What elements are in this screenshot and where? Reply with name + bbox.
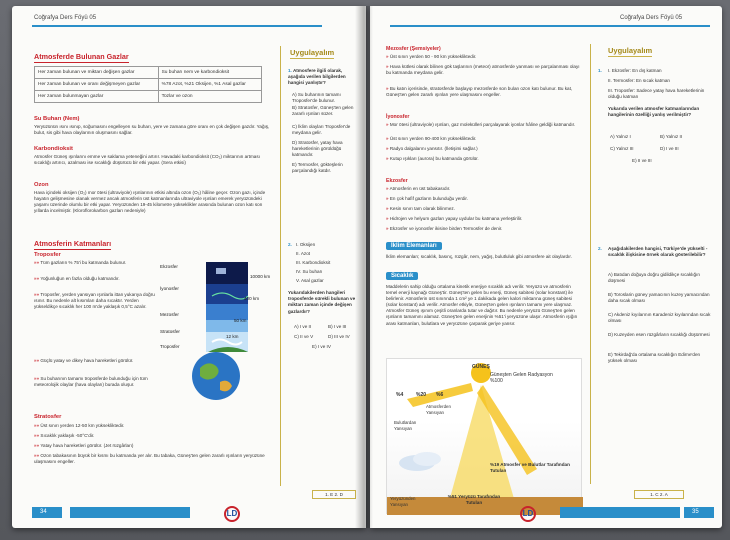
list-item: »» Üst sınırı yerden 12-50 km yüksekliktedir. bbox=[34, 423, 125, 428]
bullet-text: Üst sınırı yerden 12-50 km yüksekliktedir. bbox=[40, 423, 125, 428]
bullet-text: Kutup ışıkları (aurora) bu katmanda görülür. bbox=[389, 156, 479, 161]
pct-label: %20 bbox=[416, 392, 427, 398]
bullet-text: Sıcaklık yaklaşık -50°C'dir. bbox=[40, 433, 95, 438]
su-buhari-text: Yeryüzünün ısını ısınıp, soğumasını engelleyen su buharı, yere ve zamana göre oranı en çok değişen gazdır. Yağış, bulut, sis gibi hava olaylarının oluşmasını sağlar. bbox=[34, 124, 270, 136]
bullet-text: Yoğunluğun en fazla olduğu katmandır. bbox=[40, 276, 120, 281]
list-item: III. Karbondioksit bbox=[296, 260, 331, 265]
karbondioksit-text: Atmosfer Güneş ışınlarını emme ve saklama yeteneğini artırır. Havadaki karbondioksit (CO₂) miktarının artması sıcaklığı artırıcı, azalması ise sıcaklığı düşürücü bir etki yapar. (Sera etkisi) bbox=[34, 154, 260, 166]
section-title-gases: Atmosferde Bulunan Gazlar bbox=[34, 52, 129, 61]
list-item: II. Termosfer: En sıcak katman bbox=[608, 78, 670, 83]
altitude-label: 10000 km bbox=[250, 274, 271, 279]
question-1: 1. bbox=[598, 68, 602, 73]
gas-table bbox=[34, 66, 262, 103]
bullet-text: Atmosferin en üst tabakasıdır. bbox=[389, 186, 451, 191]
option[interactable]: E) I ve IV bbox=[312, 344, 331, 349]
stratosfer-title: Stratosfer bbox=[34, 414, 62, 420]
section-title-layers: Atmosferin Katmanları bbox=[34, 239, 112, 248]
option[interactable]: C) İklim olayları Troposfer'de meydana gelir. bbox=[292, 124, 351, 136]
list-item: IV. Su buharı bbox=[296, 269, 323, 274]
bullet-text: Radyo dalgalarını yansıtır. (İletişimi sağlar.) bbox=[389, 146, 478, 151]
table-cell: Her zaman bulunan ve miktarı değişen gazlar bbox=[35, 67, 159, 79]
list-item: » Kutup ışıkları (aurora) bu katmanda görülür. bbox=[386, 156, 479, 161]
list-item: » Radyo dalgalarını yansıtır. (İletişimi sağlar.) bbox=[386, 146, 478, 151]
option[interactable]: D) Stratosfer, yatay hava hareketlerinin görüldüğü katmandır. bbox=[292, 140, 343, 158]
answer-key: 1. C 2. A bbox=[634, 490, 684, 499]
diagram-label: %51 Yeryüzü Tarafından Tutulan bbox=[447, 494, 501, 506]
table-cell: Tozlar ve ozon bbox=[158, 91, 261, 103]
mezosfer-title: Mezosfer (Şemsiyeler) bbox=[386, 46, 441, 52]
option[interactable]: B) Stratosfer, Güneş'ten gelen zararlı ışınları süzer. bbox=[292, 105, 354, 117]
sun-label: GÜNEŞ bbox=[472, 364, 490, 370]
option[interactable]: A) I ve II bbox=[294, 324, 312, 329]
list-item: » Hava kütlesi olarak bilinen gök taşlarının (meteor) atmosferde yanması ve parçalanması olayı bu katmanda meydana gelir. bbox=[386, 64, 580, 75]
list-item: » Atmosferin en üst tabakasıdır. bbox=[386, 186, 451, 191]
exercise-title: Uygulayalım bbox=[608, 46, 653, 55]
altitude-label: 12 km bbox=[226, 334, 239, 339]
footer-rule bbox=[560, 507, 680, 518]
header-rule bbox=[32, 25, 322, 27]
question-text: Yukarıdakilerden hangileri troposferde sürekli bulunan ve miktarı zaman içinde değişen gazlardır? bbox=[288, 290, 356, 314]
option[interactable]: A) Yalnız I bbox=[610, 134, 631, 139]
option[interactable]: D) I ve III bbox=[660, 146, 679, 151]
diagram-label: Bulutlardan Yansıyan bbox=[394, 420, 417, 432]
option[interactable]: D) Kuzeyden esen rüzgârların sıcaklığı düşürmesi bbox=[608, 332, 710, 337]
diagram-label: %19 Atmosfer ve Bulutlar Tarafından Tutulan bbox=[490, 462, 570, 474]
table-row bbox=[35, 67, 262, 79]
bullet-text: Yatay hava hareketleri görülür. (Jet rüzgârları) bbox=[40, 443, 134, 448]
list-item: V. Asal gazlar bbox=[296, 278, 324, 283]
list-item: » Ekzosfer ve iyonosfer ikisine birden Termosfer de denir. bbox=[386, 226, 503, 231]
bullet-text: Kesin sınırı tam olarak bilinmez. bbox=[389, 206, 455, 211]
table-row bbox=[35, 79, 262, 91]
option[interactable]: D) III ve IV bbox=[328, 334, 350, 339]
bullet-text: Hidrojen ve helyum gazları yapay uydular bu katmana yerleştirilir. bbox=[389, 216, 523, 221]
table-cell: Her zaman bulunmayan gazlar bbox=[35, 91, 159, 103]
page-header: Coğrafya Ders Föyü 05 bbox=[620, 15, 683, 21]
list-item: » Kesin sınırı tam olarak bilinmez. bbox=[386, 206, 455, 211]
list-item: » Mor ötesi (ultraviyole) ışınları, gaz molekülleri parçalayarak iyonlar hâline geldiği katmandır. bbox=[386, 122, 576, 127]
bullet-text: Üst sınırı yerden 90-400 km yüksekliktedir. bbox=[389, 136, 477, 141]
exercise-column bbox=[590, 44, 591, 484]
altitude-label: 50 km bbox=[234, 318, 247, 323]
left-page bbox=[12, 6, 366, 528]
troposfer-title: Troposfer bbox=[34, 252, 61, 258]
bullet-text: Tüm gazların % 75'i bu katmanda bulunur. bbox=[40, 260, 127, 265]
altitude-label: 400 km bbox=[244, 296, 260, 301]
page-header: Coğrafya Ders Föyü 05 bbox=[34, 15, 97, 21]
table-row bbox=[35, 91, 262, 103]
question-2: 2. bbox=[598, 246, 602, 251]
pct-label: %4 bbox=[396, 392, 404, 398]
list-item: » Hidrojen ve helyum gazları yapay uydular bu katmana yerleştirilir. bbox=[386, 216, 523, 221]
list-item: »» Sıcaklık yaklaşık -50°C'dir. bbox=[34, 433, 95, 438]
book-spine bbox=[355, 6, 373, 528]
list-item: I. Oksijen bbox=[296, 242, 316, 247]
option[interactable]: E) Termosfer, gökteşlerin parçalandığı katdır. bbox=[292, 162, 343, 174]
bullet-text: Troposfer, yerden yansıyan ışınlarla ittan yukarıya doğru ısınır. Bu nedenle alt kısımları daha sıcaktır. Yerden yükseldikçe sıcaklık her 100 m'de yaklaşık 0,5°C azalır. bbox=[34, 292, 155, 309]
bullet-text: Su buharının tamamı troposferde bulunduğu için tüm meteorolojik olaylar (hava olayları) burada oluşur. bbox=[34, 376, 148, 387]
question-text: Aşağıdakilerden hangisi, Türkiye'de yükselti - sıcaklık ilişkisine örnek olarak gösterilebilir? bbox=[608, 246, 708, 258]
pct-label: %6 bbox=[436, 392, 444, 398]
question-text: Atmosfere ilgili olarak, aşağıda verilen bilgilerden hangisi yanlıştır? bbox=[288, 68, 346, 86]
bullet-text: Üst sınırı yerden 50 - 90 km yüksekliktedir. bbox=[389, 54, 477, 59]
bullet-text: Hava kütlesi olarak bilinen gök taşlarının (meteor) atmosferde yanması ve parçalanması olayı bu katmanda meydana gelir. bbox=[386, 64, 580, 75]
list-item: » Bu katın içerisinde, stratosferde başlayıp mezosferde son bulan ozon katı bulunur. Bu kat, Güneş'ten gelen zararlı ışınları yere ulaşmasını engeller. bbox=[386, 86, 573, 97]
diagram-label: Yeryüzünden Yansıyan bbox=[390, 496, 416, 508]
page-number: 34 bbox=[32, 507, 62, 518]
earth-globe-icon bbox=[190, 346, 242, 406]
list-item: »» Yatay hava hareketleri görülür. (Jet rüzgârları) bbox=[34, 443, 134, 448]
su-buhari-title: Su Buharı (Nem) bbox=[34, 116, 80, 122]
radiation-title: Güneşten Gelen Radyasyon %100 bbox=[490, 372, 553, 385]
option[interactable]: C) Yalnız III bbox=[610, 146, 634, 151]
header-rule bbox=[390, 25, 710, 27]
bullet-text: Mor ötesi (ultraviyole) ışınları, gaz molekülleri parçalayarak iyonlar hâline geldiği katmandır. bbox=[389, 122, 576, 127]
bullet-text: Bu katın içerisinde, stratosferde başlayıp mezosferde son bulan ozon katı bulunur. Bu kat, Güneş'ten gelen zararlı ışınları yere ulaşmasını engeller. bbox=[386, 86, 573, 97]
bullet-text: Güçlü yatay ve dikey hava hareketleri görülür. bbox=[40, 358, 134, 363]
exercise-title: Uygulayalım bbox=[290, 48, 335, 57]
iklim-title: İklim Elemanları bbox=[386, 242, 442, 250]
list-item: » Üst sınırı yerden 50 - 90 km yüksekliktedir. bbox=[386, 54, 477, 59]
list-item: » En çok hafif gazların bulunduğu yerdir. bbox=[386, 196, 468, 201]
option[interactable]: B) Yalnız II bbox=[660, 134, 683, 139]
layer-label: Ekzosfer bbox=[160, 264, 178, 269]
ekzosfer-title: Ekzosfer bbox=[386, 178, 408, 184]
iyonosfer-title: İyonosfer bbox=[386, 114, 410, 120]
table-cell: %78 Azot, %21 Oksijen, %1 Asal gazlar bbox=[158, 79, 261, 91]
option[interactable]: C) Akdeniz kıyılarının Karadeniz kıyılarından sıcak olması bbox=[608, 312, 711, 324]
option[interactable]: B) Toroslarin güney yamacının kuzey yamacından daha sıcak olması bbox=[608, 292, 710, 304]
diagram-label: Atmosferden Yansıyan bbox=[426, 404, 451, 416]
bullet-text: En çok hafif gazların bulunduğu yerdir. bbox=[389, 196, 468, 201]
list-item: I. Ekzosfer: En dış katman bbox=[608, 68, 662, 73]
ozon-text: Hava içindeki oksijen (O₂) mor ötesi (ultraviyole) ışınlarının etkisi altında ozon (O₃) hâline geçer. Ozon gazı, içinde hayatın gelişmesine olanak vermez ancak atmosferin üst katmanlarında ultraviyole ışınları emerek yeryüzündeki yaşamı üzerinde olumlu bir etki yapar. Yeryüzünden 19-45 kilometre yükseklikler arasında bulunan ozon katı son yıllarda incelmiştir. (Kloroflorokarbon gazları nedeniyle) bbox=[34, 190, 266, 214]
question-2: 2. bbox=[288, 242, 292, 247]
bullet-text: Ozon tabakasının büyük bir kısmı bu katmanda yer alır. Bu tabaka, Güneş'ten gelen zararlı ışınların yeryüzüne ulaşmasını engeller. bbox=[34, 453, 265, 464]
option[interactable]: C) II ve V bbox=[294, 334, 314, 339]
question-1: 1. Atmosfere ilgili olarak, aşağıda verilen bilgilerden hangisi yanlıştır? bbox=[288, 68, 346, 86]
list-item: »» Su buharının tamamı troposferde bulunduğu için tüm meteorolojik olaylar (hava olayları) burada oluşur. bbox=[34, 376, 148, 387]
iklim-text: İklim elemanları; sıcaklık, basınç, rüzgâr, nem, yağış, bulutluluk gibi atmosfere ait olaylardır. bbox=[386, 254, 572, 259]
list-item: »» Ozon tabakasının büyük bir kısmı bu katmanda yer alır. Bu tabaka, Güneş'ten gelen zararlı ışınların yeryüzüne ulaşmasını engeller. bbox=[34, 453, 265, 464]
option[interactable]: E) II ve III bbox=[632, 158, 652, 163]
option[interactable]: A) Batıdan doğuya doğru gidildikçe sıcaklığın düşmesi bbox=[608, 272, 700, 284]
layer-label: İyonosfer bbox=[160, 286, 179, 291]
sicaklik-title: Sıcaklık bbox=[386, 272, 418, 280]
publisher-logo-icon: LD bbox=[520, 506, 536, 522]
layer-label: Stratosfer bbox=[160, 329, 180, 334]
option[interactable]: B) I ve III bbox=[328, 324, 347, 329]
list-item: »» Troposfer, yerden yansıyan ışınlarla ittan yukarıya doğru ısınır. Bu nedenle alt kısımları daha sıcaktır. Yerden yükseldikçe sıcaklık her 100 m'de yaklaşık 0,5°C azalır. bbox=[34, 292, 155, 309]
layer-label: Troposfer bbox=[160, 344, 180, 349]
table-cell: Su buharı nem ve karbondioksit bbox=[158, 67, 261, 79]
list-item: II. Azot bbox=[296, 251, 311, 256]
footer-rule bbox=[70, 507, 190, 518]
layer-label: Mezosfer bbox=[160, 312, 179, 317]
page-number: 35 bbox=[684, 507, 714, 518]
ozon-title: Ozon bbox=[34, 182, 49, 188]
list-item: »» Güçlü yatay ve dikey hava hareketleri görülür. bbox=[34, 358, 134, 363]
question-text: Yukarıda verilen atmosfer katmanlarından hangilerinin özelliği yanlış verilmiştir? bbox=[608, 106, 700, 118]
bullet-text: Ekzosfer ve iyonosfer ikisine birden Termosfer de denir. bbox=[389, 226, 503, 231]
publisher-logo-icon: LD bbox=[224, 506, 240, 522]
table-cell: Her zaman bulunan ve oranı değişmeyen gazlar bbox=[35, 79, 159, 91]
right-page bbox=[370, 6, 722, 528]
list-item: »» Tüm gazların % 75'i bu katmanda bulunur. bbox=[34, 260, 127, 265]
option[interactable]: A) Su buharının tamamı Troposfer'de bulunur. bbox=[292, 92, 341, 104]
sicaklik-text: Maddelerin sahip olduğu ortalama kinetik enerjiye sıcaklık adı verilir. Yeryüzü ve atmosferin temel enerji kaynağı Güneş'tir. Güneş'ten gelen bu enerji, Güneş sabitesi (solar konstant) ile belirlenir. Atmosferin üst sınırında 1 cm² ye 1 dakikada gelen kalori miktarına güneş sabitesi (solar konstant) adı verilir. Atmosfer etkiyle, Güneş'ten gelen ışınların tamamı yere ulaşmaz. Atmosfer Güneş ışınım çeşitli oranlarda tutar ve dağıtır. Bu nedenle yeryüzü Güneş'ten gelen ışınların tamamını alamaz. Güneş'ten gelen enerjinin %51'i yeryüzüne ulaşır. Atmosferin ışığın arası katmanları, bulutlara ve yeryüzüne çarparak geriye yansır. bbox=[386, 284, 578, 326]
option[interactable]: E) Tekirdağ'da ortalama sıcaklığın Edirne'den yüksek olması bbox=[608, 352, 701, 364]
karbondioksit-title: Karbondioksit bbox=[34, 146, 73, 152]
list-item: »» Yoğunluğun en fazla olduğu katmandır. bbox=[34, 276, 120, 281]
answer-key: 1. E 2. D bbox=[312, 490, 356, 499]
list-item: III. Troposfer: Sadece yatay hava hareketlerinin olduğu katman bbox=[608, 88, 705, 100]
list-item: » Üst sınırı yerden 90-400 km yüksekliktedir. bbox=[386, 136, 477, 141]
